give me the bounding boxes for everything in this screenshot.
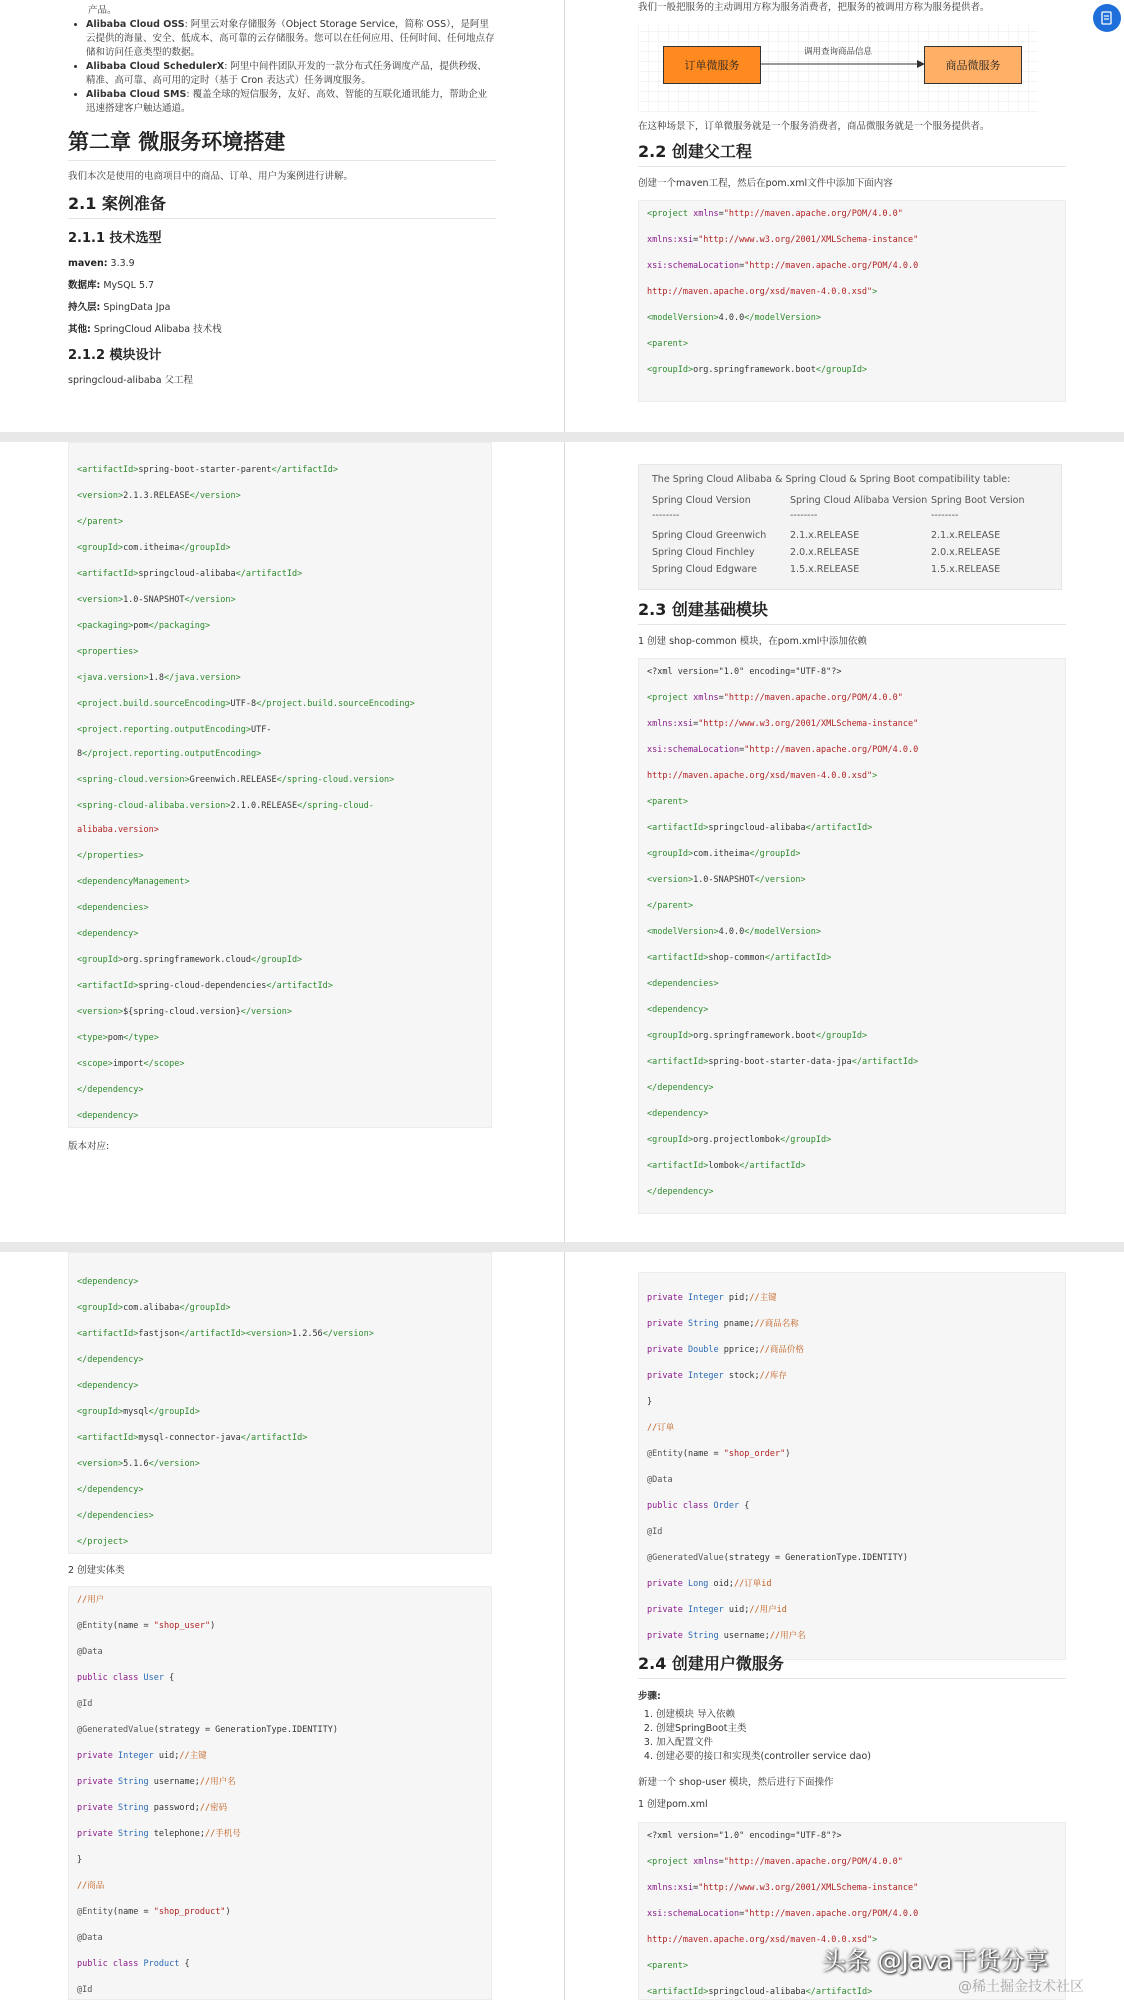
code-line: <modelVersion>4.0.0</modelVersion> xyxy=(647,313,822,323)
code-line: <dependency> xyxy=(77,1277,139,1287)
code-line: <artifactId>spring-boot-starter-parent</artifactId> xyxy=(77,465,339,475)
code-block xyxy=(68,1252,492,1554)
code-line: @Entity(name = "shop_user") xyxy=(77,1621,216,1631)
table-cell: Spring Cloud Edgware xyxy=(652,564,758,575)
code-line: </dependency> xyxy=(77,1085,144,1095)
code-line: xmlns:xsi="http://www.w3.org/2001/XMLSchema-instance" xyxy=(647,235,919,245)
table-cell: 2.0.x.RELEASE xyxy=(790,547,860,558)
code-line: private String pname;//商品名称 xyxy=(647,1319,799,1329)
code-line: //商品 xyxy=(77,1881,105,1891)
table-cell: Spring Cloud Greenwich xyxy=(652,530,767,541)
code-line: @GeneratedValue(strategy = GenerationType.IDENTITY) xyxy=(647,1553,908,1563)
list-item: 4. 创建必要的接口和实现类(controller service dao) xyxy=(656,1750,871,1764)
text-fragment: 产品。 xyxy=(88,5,117,16)
code-line: </parent> xyxy=(77,517,124,527)
cloud-service-list xyxy=(70,18,496,116)
code-line: <dependency> xyxy=(77,929,139,939)
table-divider: -------- xyxy=(790,510,818,521)
code-line: http://maven.apache.org/xsd/maven-4.0.0.xsd"> xyxy=(647,287,878,297)
code-line: <version>5.1.6</version> xyxy=(77,1459,200,1469)
code-line: <project xmlns="http://maven.apache.org/POM/4.0.0" xyxy=(647,209,903,219)
code-line: </dependency> xyxy=(77,1355,144,1365)
code-line: <artifactId>lombok</artifactId> xyxy=(647,1161,806,1171)
code-line: xmlns:xsi="http://www.w3.org/2001/XMLSchema-instance" xyxy=(647,1883,919,1893)
section-heading: 2.3 创建基础模块 xyxy=(638,600,768,619)
table-header: Spring Cloud Alibaba Version xyxy=(790,495,928,506)
code-line: <?xml version="1.0" encoding="UTF-8"?> xyxy=(647,1831,842,1841)
watermark-author: 头条 @Java干货分享 xyxy=(822,1947,1049,1975)
code-line: </parent> xyxy=(647,901,694,911)
code-line: <groupId>com.itheima</groupId> xyxy=(647,849,801,859)
code-line: <dependency> xyxy=(77,1381,139,1391)
code-line: <project xmlns="http://maven.apache.org/POM/4.0.0" xyxy=(647,693,903,703)
code-line: <version>1.0-SNAPSHOT</version> xyxy=(77,595,236,605)
table-caption: The Spring Cloud Alibaba & Spring Cloud & Spring Boot compatibility table: xyxy=(652,474,1011,485)
page-gap xyxy=(0,1242,1124,1252)
steps-label: 步骤: xyxy=(638,1691,661,1702)
code-line: <groupId>org.springframework.cloud</groupId> xyxy=(77,955,303,965)
code-line: private String username;//用户名 xyxy=(77,1777,236,1787)
steps-list xyxy=(638,1708,871,1764)
code-line: <dependency> xyxy=(647,1109,709,1119)
code-line: <artifactId>mysql-connector-java</artifactId> xyxy=(77,1433,308,1443)
code-line: 8</project.reporting.outputEncoding> xyxy=(77,749,262,759)
table-cell: 1.5.x.RELEASE xyxy=(790,564,860,575)
code-line: <artifactId>springcloud-alibaba</artifactId> xyxy=(647,823,873,833)
arrow-label: 调用查询商品信息 xyxy=(804,47,873,57)
code-line: </project> xyxy=(77,1537,129,1547)
intro-text: 我们一般把服务的主动调用方称为服务消费者，把服务的被调用方称为服务提供者。 xyxy=(638,2,990,13)
code-line: <artifactId>spring-cloud-dependencies</artifactId> xyxy=(77,981,333,991)
code-line: public class User { xyxy=(77,1673,175,1683)
list-item: • Alibaba Cloud OSS: 阿里云对象存储服务（Object Storage Service，简称 OSS），是阿里云提供的海量、安全、低成本、高可靠的云存储服务。您可以在任何应用、任何时间、任何地点存储和访问任意类型的数据。 xyxy=(86,18,496,60)
order-service-node: 订单微服务 xyxy=(663,46,761,84)
code-block xyxy=(68,1586,492,2000)
code-line: <artifactId>springcloud-alibaba</artifactId> xyxy=(647,1987,873,1997)
code-line: </dependency> xyxy=(647,1187,714,1197)
code-line: </dependency> xyxy=(77,1485,144,1495)
table-cell: 2.1.x.RELEASE xyxy=(931,530,1001,541)
code-line: <version>2.1.3.RELEASE</version> xyxy=(77,491,241,501)
subsection-heading: 2.1.2 模块设计 xyxy=(68,348,162,363)
paragraph: 1 创建pom.xml xyxy=(638,1799,708,1810)
code-line: @Id xyxy=(77,1985,93,1995)
code-line: public class Product { xyxy=(77,1959,190,1969)
code-line: <groupId>com.itheima</groupId> xyxy=(77,543,231,553)
table-divider: -------- xyxy=(931,510,959,521)
page-1 xyxy=(0,0,564,432)
code-line: alibaba.version> xyxy=(77,825,159,835)
page-3 xyxy=(0,442,564,1242)
page-5 xyxy=(0,1252,564,2000)
code-line: <project.build.sourceEncoding>UTF-8</project.build.sourceEncoding> xyxy=(77,699,415,709)
code-line: http://maven.apache.org/xsd/maven-4.0.0.xsd"> xyxy=(647,771,878,781)
code-line: //订单 xyxy=(647,1423,675,1433)
code-line: xsi:schemaLocation="http://maven.apache.org/POM/4.0.0 xyxy=(647,1909,919,1919)
code-line: private Integer pid;//主键 xyxy=(647,1293,777,1303)
code-line: xsi:schemaLocation="http://maven.apache.org/POM/4.0.0 xyxy=(647,745,919,755)
code-line: @Entity(name = "shop_product") xyxy=(77,1907,231,1917)
code-line: @Id xyxy=(647,1527,663,1537)
code-line: private String telephone;//手机号 xyxy=(77,1829,241,1839)
service-call-diagram xyxy=(638,24,1038,112)
tech-item: 其他: SpringCloud Alibaba 技术栈 xyxy=(68,324,222,335)
code-line: <dependency> xyxy=(77,1111,139,1121)
code-line: private String username;//用户名 xyxy=(647,1631,806,1641)
paragraph: 在这种场景下，订单微服务就是一个服务消费者，商品微服务就是一个服务提供者。 xyxy=(638,121,990,132)
arrow xyxy=(761,58,925,70)
watermark-community: @稀土掘金技术社区 xyxy=(958,1979,1084,1995)
code-line: private Integer uid;//用户id xyxy=(647,1605,787,1615)
paragraph: 1 创建 shop-common 模块，在pom.xml中添加依赖 xyxy=(638,636,867,647)
page-gap xyxy=(0,432,1124,442)
code-line: <properties> xyxy=(77,647,139,657)
tech-item: maven: 3.3.9 xyxy=(68,258,135,269)
code-line: } xyxy=(77,1855,83,1865)
code-line: <modelVersion>4.0.0</modelVersion> xyxy=(647,927,822,937)
version-label: 版本对应: xyxy=(68,1141,110,1152)
list-item: 3. 加入配置文件 xyxy=(656,1736,871,1750)
code-line: //用户 xyxy=(77,1595,105,1605)
table-cell: 1.5.x.RELEASE xyxy=(931,564,1001,575)
code-line: private Integer uid;//主键 xyxy=(77,1751,207,1761)
code-line: @Data xyxy=(77,1647,103,1657)
code-line: private Double pprice;//商品价格 xyxy=(647,1345,804,1355)
tech-item: 持久层: SpingData Jpa xyxy=(68,302,171,313)
product-service-node: 商品微服务 xyxy=(924,46,1022,84)
code-line: <project.reporting.outputEncoding>UTF- xyxy=(77,725,272,735)
tech-item: 数据库: MySQL 5.7 xyxy=(68,280,155,291)
code-line: xmlns:xsi="http://www.w3.org/2001/XMLSchema-instance" xyxy=(647,719,919,729)
code-line: @Data xyxy=(77,1933,103,1943)
table-header: Spring Boot Version xyxy=(931,495,1025,506)
chapter-intro: 我们本次是使用的电商项目中的商品、订单、用户为案例进行讲解。 xyxy=(68,171,354,182)
code-line: <project xmlns="http://maven.apache.org/POM/4.0.0" xyxy=(647,1857,903,1867)
code-line: <dependencyManagement> xyxy=(77,877,190,887)
code-line: <version>1.0-SNAPSHOT</version> xyxy=(647,875,806,885)
code-line: <dependencies> xyxy=(77,903,149,913)
code-line: <artifactId>springcloud-alibaba</artifactId> xyxy=(77,569,303,579)
chapter-title: 第二章 微服务环境搭建 xyxy=(68,130,286,154)
paragraph: 2 创建实体类 xyxy=(68,1565,125,1576)
code-line: http://maven.apache.org/xsd/maven-4.0.0.xsd"> xyxy=(647,1935,878,1945)
code-line: <groupId>mysql</groupId> xyxy=(77,1407,200,1417)
document-share-icon[interactable] xyxy=(1093,4,1121,32)
code-line: xsi:schemaLocation="http://maven.apache.org/POM/4.0.0 xyxy=(647,261,919,271)
code-line: @Data xyxy=(647,1475,673,1485)
page-4 xyxy=(565,442,1124,1242)
code-line: } xyxy=(647,1397,653,1407)
compatibility-table xyxy=(638,464,1062,590)
page-2 xyxy=(565,0,1124,432)
code-line: <parent> xyxy=(647,1961,688,1971)
list-item: 2. 创建SpringBoot主类 xyxy=(656,1722,871,1736)
list-item: • Alibaba Cloud SMS: 覆盖全球的短信服务，友好、高效、智能的互联化通讯能力，帮助企业迅速搭建客户触达通道。 xyxy=(86,88,496,116)
table-cell: 2.1.x.RELEASE xyxy=(790,530,860,541)
code-line: private Integer stock;//库存 xyxy=(647,1371,787,1381)
code-line: <?xml version="1.0" encoding="UTF-8"?> xyxy=(647,667,842,677)
code-line: <dependencies> xyxy=(647,979,719,989)
code-line: <packaging>pom</packaging> xyxy=(77,621,211,631)
code-line: </properties> xyxy=(77,851,144,861)
table-cell: 2.0.x.RELEASE xyxy=(931,547,1001,558)
code-line: <spring-cloud-alibaba.version>2.1.0.RELEASE</spring-cloud- xyxy=(77,801,374,811)
list-item: 1. 创建模块 导入依赖 xyxy=(656,1708,871,1722)
code-line: <groupId>org.springframework.boot</groupId> xyxy=(647,1031,868,1041)
code-line: <groupId>org.springframework.boot</groupId> xyxy=(647,365,868,375)
code-line: public class Order { xyxy=(647,1501,750,1511)
paragraph: 新建一个 shop-user 模块，然后进行下面操作 xyxy=(638,1777,834,1788)
code-line: <type>pom</type> xyxy=(77,1033,159,1043)
code-line: <artifactId>fastjson</artifactId><version>1.2.56</version> xyxy=(77,1329,374,1339)
code-block xyxy=(638,1272,1066,1660)
code-line: @Id xyxy=(77,1699,93,1709)
code-line: <parent> xyxy=(647,797,688,807)
code-line: <artifactId>spring-boot-starter-data-jpa</artifactId> xyxy=(647,1057,919,1067)
code-line: </dependencies> xyxy=(77,1511,154,1521)
code-line: <java.version>1.8</java.version> xyxy=(77,673,241,683)
code-line: <artifactId>shop-common</artifactId> xyxy=(647,953,832,963)
code-line: <spring-cloud.version>Greenwich.RELEASE</spring-cloud.version> xyxy=(77,775,395,785)
section-heading: 2.1 案例准备 xyxy=(68,194,166,213)
code-line: <groupId>com.alibaba</groupId> xyxy=(77,1303,231,1313)
table-header: Spring Cloud Version xyxy=(652,495,751,506)
code-line: @Entity(name = "shop_order") xyxy=(647,1449,791,1459)
code-line: <version>${spring-cloud.version}</version> xyxy=(77,1007,292,1017)
paragraph: 创建一个maven工程，然后在pom.xml文件中添加下面内容 xyxy=(638,178,893,189)
list-item: • Alibaba Cloud SchedulerX: 阿里中间件团队开发的一款分布式任务调度产品，提供秒级、精准、高可靠、高可用的定时（基于 Cron 表达式）任务调度服务。 xyxy=(86,60,496,88)
table-divider: -------- xyxy=(652,510,680,521)
code-line: <scope>import</scope> xyxy=(77,1059,185,1069)
code-line: private String password;//密码 xyxy=(77,1803,228,1813)
code-line: <dependency> xyxy=(647,1005,709,1015)
table-cell: Spring Cloud Finchley xyxy=(652,547,755,558)
code-line: <parent> xyxy=(647,339,688,349)
code-line: @GeneratedValue(strategy = GenerationType.IDENTITY) xyxy=(77,1725,338,1735)
page-6 xyxy=(565,1252,1124,2000)
code-line: <groupId>org.projectlombok</groupId> xyxy=(647,1135,832,1145)
module-text: springcloud-alibaba 父工程 xyxy=(68,375,194,386)
section-heading: 2.4 创建用户微服务 xyxy=(638,1654,784,1673)
subsection-heading: 2.1.1 技术选型 xyxy=(68,231,162,246)
section-heading: 2.2 创建父工程 xyxy=(638,142,752,161)
code-line: </dependency> xyxy=(647,1083,714,1093)
code-line: private Long oid;//订单id xyxy=(647,1579,772,1589)
